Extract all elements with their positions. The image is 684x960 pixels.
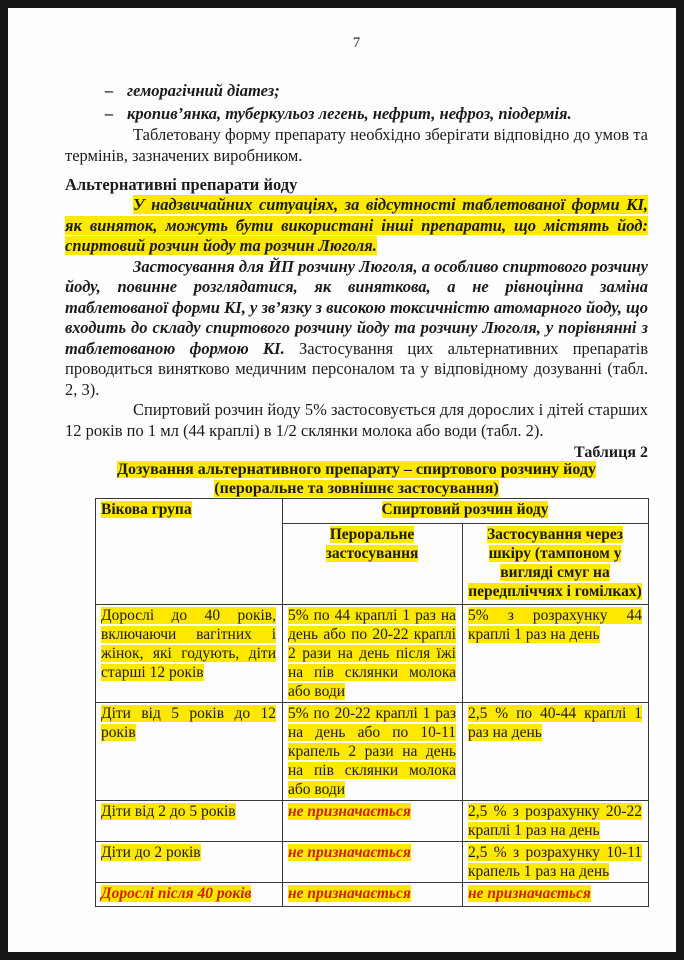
highlighted-paragraph: [65, 195, 648, 257]
table-row: [96, 703, 649, 801]
usage-lead-text: Застосування для ЙП розчину Люголя, а особливо спиртового розчину йоду, повинне розглядатися, як виняткова, а не рівноцінна заміна таблетованої форми КІ, у зв’язку з високою токсичністю атомарного йоду, що входить до складу спиртового розчину йоду та розчину Люголя, у порівнянні з таблетованою формою КІ.: [65, 256, 648, 358]
cell-skin: 2,5 % з розрахунку 10-11 крапель 1 раз на день: [463, 842, 649, 883]
cell-age: Діти від 5 років до 12 років: [96, 703, 283, 801]
cell-oral: не призначається: [283, 801, 463, 842]
table-label: Таблиця 2: [574, 444, 648, 461]
page-number: 7: [352, 35, 361, 51]
table-header-row: [96, 499, 649, 524]
cell-age: Діти від 2 до 5 років: [96, 801, 283, 842]
dosage-table: [95, 498, 649, 907]
table-row: [96, 605, 649, 703]
cell-oral: 5% по 44 краплі 1 раз на день або по 20-22 краплі 2 рази на день після їжі на пів склянки молока або води: [283, 605, 463, 703]
list-item: [105, 102, 648, 125]
list-item-text: геморагічний діатез;: [127, 81, 280, 100]
cell-oral: 5% по 20-22 краплі 1 раз на день або по 10-11 крапель 2 рази на день на пів склянки молока або води: [283, 703, 463, 801]
cell-oral: не призначається: [283, 883, 463, 907]
cell-skin: 5% з розрахунку 44 краплі 1 раз на день: [463, 605, 649, 703]
spirit-solution-paragraph: Спиртовий розчин йоду 5% застосовується для дорослих і дітей старших 12 років по 1 мл (44 краплі) в 1/2 склянки молока або води (табл. 2).: [65, 400, 648, 440]
section-heading: Альтернативні препарати йоду: [65, 175, 298, 194]
page-content: [8, 8, 676, 907]
list-item-text: кропив’янка, туберкульоз легень, нефрит, нефроз, піодермія.: [127, 104, 572, 123]
storage-paragraph: Таблетовану форму препарату необхідно зберігати відповідно до умов та термінів, зазначених виробником.: [65, 125, 648, 165]
table-row: [96, 801, 649, 842]
cell-age: Дорослі після 40 років: [96, 883, 283, 907]
cell-age: Діти до 2 років: [96, 842, 283, 883]
usage-paragraph: [65, 257, 648, 401]
bullet-dash-icon: –: [105, 81, 114, 100]
bullet-list: [105, 79, 648, 125]
highlighted-text: У надзвичайних ситуаціях, за відсутності таблетованої форми КІ, як виняток, можуть бути використані інші препарати, що містять йод: спиртовий розчин йоду та розчин Люголя.: [65, 195, 648, 255]
table-row: [96, 842, 649, 883]
cell-skin: 2,5 % по 40-44 краплі 1 раз на день: [463, 703, 649, 801]
cell-oral: не призначається: [283, 842, 463, 883]
cell-age: Дорослі до 40 років, включаючи вагітних і жінок, які годують, діти старші 12 років: [96, 605, 283, 703]
usage-rest-text: Застосування цих альтернативних препаратів проводиться винятково медичним персоналом та у відповідному дозуванні (табл. 2, 3).: [65, 338, 648, 399]
table-row: [96, 883, 649, 907]
table-title-line1: Дозування альтернативного препарату – спиртового розчину йоду: [116, 461, 597, 478]
cell-skin: не призначається: [463, 883, 649, 907]
header-skin: Застосування через шкіру (тампоном у вигляді смуг на передпліччях і гомілках): [463, 524, 649, 605]
table-title-line2: (пероральне та зовнішнє застосування): [214, 479, 499, 497]
cell-skin: 2,5 % з розрахунку 20-22 краплі 1 раз на день: [463, 801, 649, 842]
header-age-group: Вікова група: [96, 499, 283, 605]
bullet-dash-icon: –: [105, 104, 114, 123]
header-group: Спиртовий розчин йоду: [283, 499, 649, 524]
header-oral: Пероральне застосування: [283, 524, 463, 605]
list-item: [105, 79, 648, 102]
